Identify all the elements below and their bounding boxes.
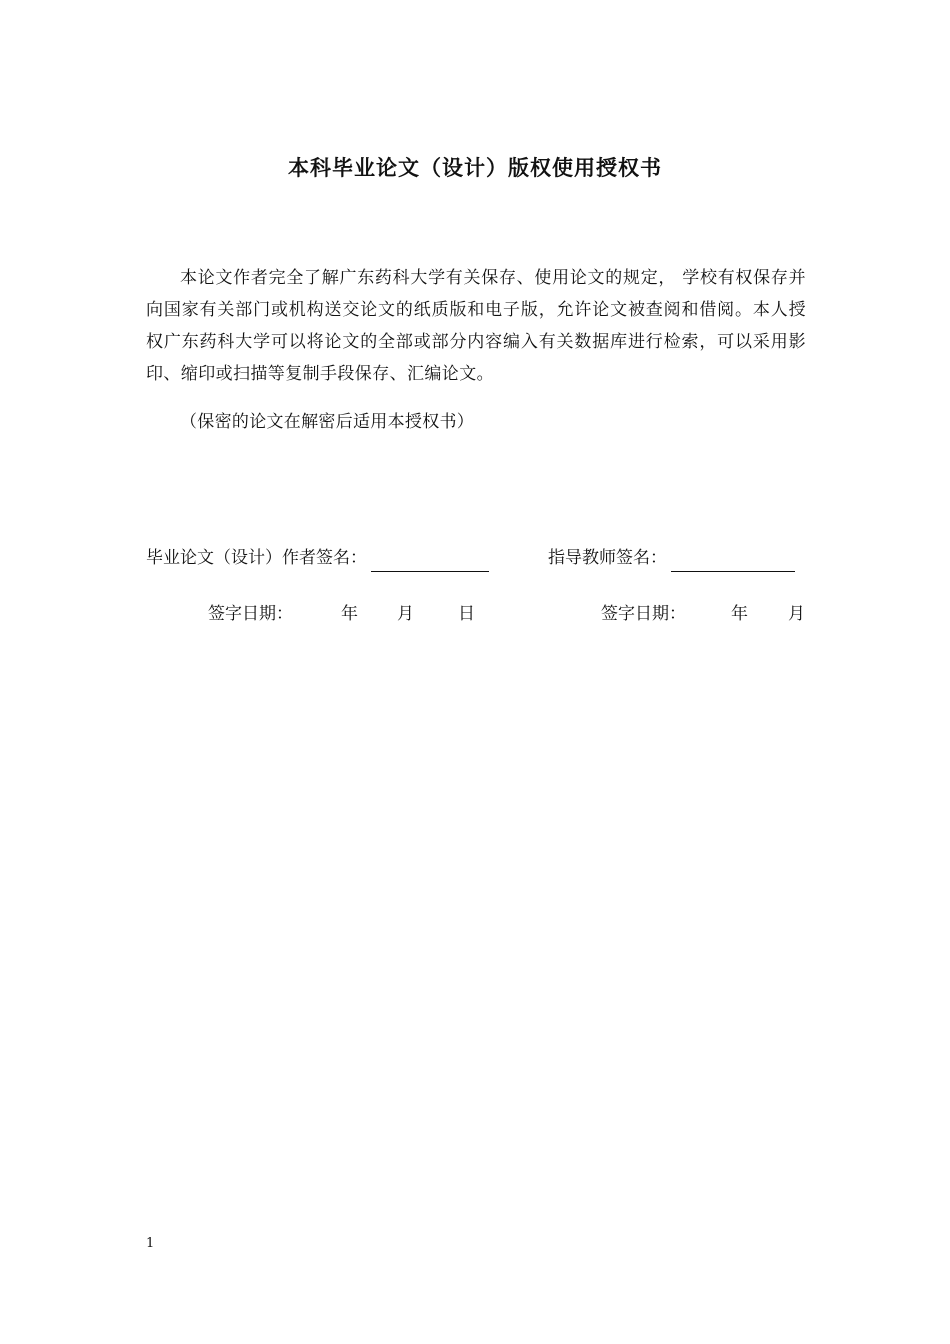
author-signature-line[interactable] [371,549,489,572]
document-title: 本科毕业论文（设计）版权使用授权书 [288,156,662,180]
advisor-signature-row [548,544,795,572]
advisor-date-label: 签字日期： [601,604,686,624]
confidentiality-note: （保密的论文在解密后适用本授权书） [180,412,475,432]
advisor-signature-line[interactable] [671,549,795,572]
author-signature-label: 毕业论文（设计）作者签名： [146,548,367,568]
advisor-date-year: 年 [731,604,748,624]
author-date-label: 签字日期： [208,604,293,624]
authorization-paragraph: 本论文作者完全了解广东药科大学有关保存、使用论文的规定， 学校有权保存并向国家有关部门或机构送交论文的纸质版和电子版，允许论文被查阅和借阅。本人授权广东药科大学可以将论文的全部或部分内容编入有关数据库进行检索，可以采用影印、缩印或扫描等复制手段保存、汇编论文。 [146,268,806,384]
author-date-month: 月 [397,604,414,624]
advisor-signature-label: 指导教师签名： [548,548,667,568]
page-number: 1 [146,1236,155,1251]
author-date-year: 年 [341,604,358,624]
author-date-day: 日 [458,604,475,624]
advisor-date-month: 月 [788,604,805,624]
author-signature-row [146,544,489,572]
